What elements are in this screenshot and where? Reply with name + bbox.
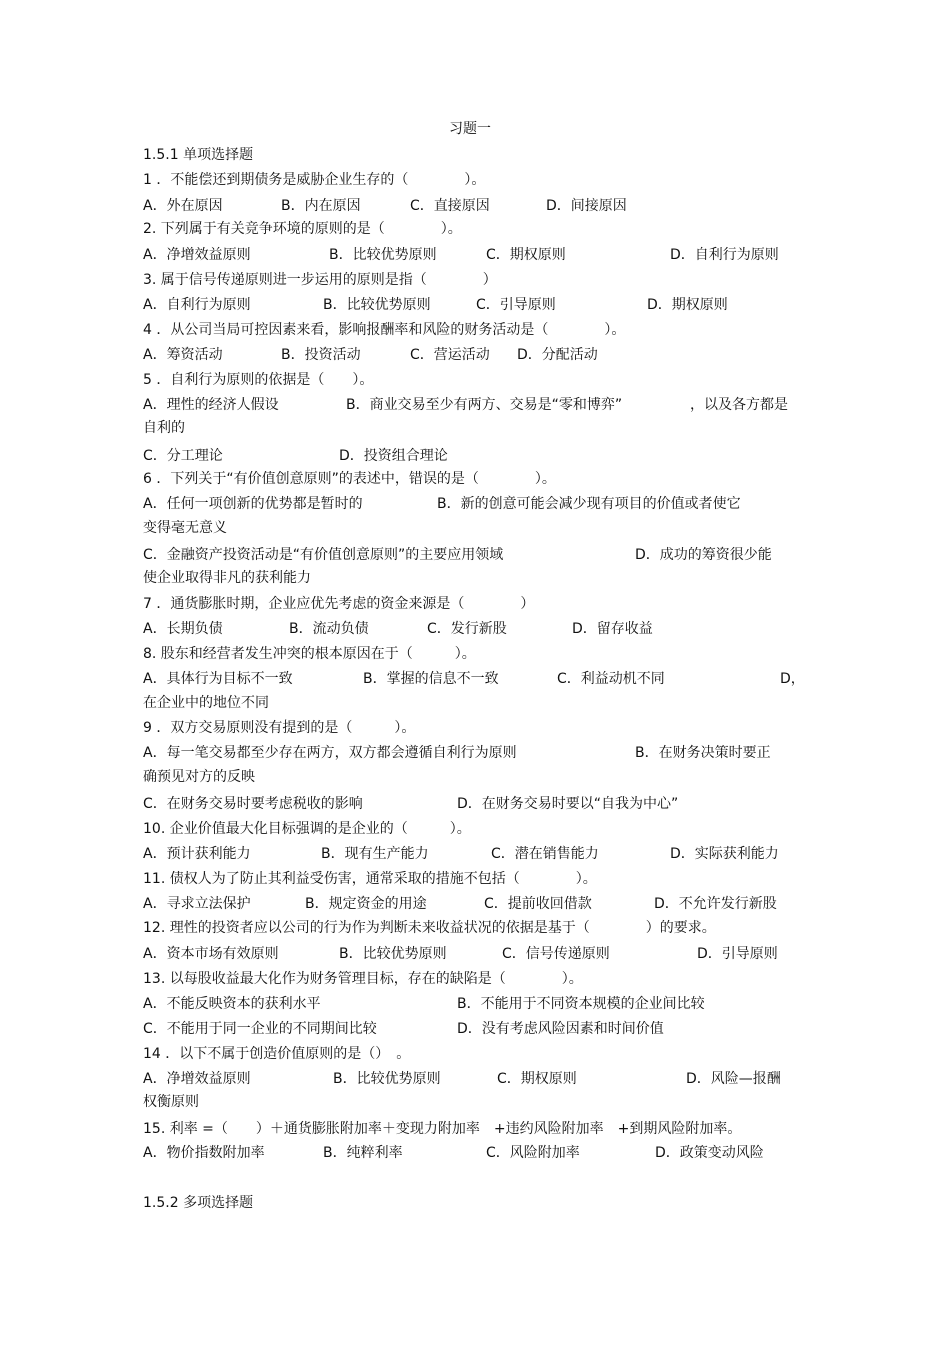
option-a: A．不能反映资本的获利水平 xyxy=(143,996,321,1012)
option-d: D， xyxy=(780,671,805,687)
option-a: A．理性的经济人假设 xyxy=(143,397,279,413)
option-c: C．引导原则 xyxy=(476,297,556,313)
option-a: A．净增效益原则 xyxy=(143,1071,251,1087)
question-stem: 8. 股东和经营者发生冲突的根本原因在于（ ）。 xyxy=(143,646,476,662)
option-d-wrap: 使企业取得非凡的获利能力 xyxy=(143,570,311,586)
option-d: D．期权原则 xyxy=(647,297,728,313)
option-a: A．筹资活动 xyxy=(143,347,223,363)
option-c: C．利益动机不同 xyxy=(557,671,665,687)
question-stem: 13. 以每股收益最大化作为财务管理目标，存在的缺陷是（ ）。 xyxy=(143,971,583,987)
option-b: B．投资活动 xyxy=(281,347,361,363)
option-a: A．物价指数附加率 xyxy=(143,1145,265,1161)
option-d: D．自利行为原则 xyxy=(670,247,779,263)
option-c: C．潜在销售能力 xyxy=(491,846,599,862)
option-a: A．净增效益原则 xyxy=(143,247,251,263)
option-b: B．流动负债 xyxy=(289,621,369,637)
option-b: B．纯粹利率 xyxy=(323,1145,403,1161)
option-d: D．引导原则 xyxy=(697,946,778,962)
section-heading-single-choice: 1.5.1 单项选择题 xyxy=(143,147,254,163)
option-c: C．期权原则 xyxy=(497,1071,577,1087)
option-b-wrap: 自利的 xyxy=(143,420,185,436)
option-b: B．现有生产能力 xyxy=(321,846,429,862)
question-stem: 10. 企业价值最大化目标强调的是企业的（ ）。 xyxy=(143,821,471,837)
question-stem: 3. 属于信号传递原则进一步运用的原则是指（ ） xyxy=(143,272,497,288)
section-heading-multiple-choice: 1.5.2 多项选择题 xyxy=(143,1195,254,1211)
option-d: D．间接原因 xyxy=(546,198,627,214)
option-a: A．自利行为原则 xyxy=(143,297,251,313)
option-a: A．外在原因 xyxy=(143,198,223,214)
option-d: D．政策变动风险 xyxy=(655,1145,764,1161)
option-d: D．投资组合理论 xyxy=(339,448,448,464)
question-stem: 9 ．双方交易原则没有提到的是（ ）。 xyxy=(143,720,416,736)
question-stem: 5 ．自利行为原则的依据是（ ）。 xyxy=(143,372,374,388)
option-b: B．在财务决策时要正 xyxy=(635,745,771,761)
option-d-wrap: 权衡原则 xyxy=(143,1094,199,1110)
option-c: C．风险附加率 xyxy=(486,1145,580,1161)
option-a: A．寻求立法保护 xyxy=(143,896,251,912)
option-b: B．比较优势原则 xyxy=(339,946,447,962)
option-c: C．发行新股 xyxy=(427,621,507,637)
option-d: D．在财务交易时要以“自我为中心” xyxy=(457,796,679,812)
option-b-wrap: 变得毫无意义 xyxy=(143,520,227,536)
option-a: A．长期负债 xyxy=(143,621,223,637)
question-stem: 7 ．通货膨胀时期，企业应优先考虑的资金来源是（ ） xyxy=(143,596,535,612)
question-stem: 2. 下列属于有关竞争环境的原则的是（ ）。 xyxy=(143,221,462,237)
option-a: A．任何一项创新的优势都是暂时的 xyxy=(143,496,363,512)
option-b: B．内在原因 xyxy=(281,198,361,214)
option-a: A．预计获利能力 xyxy=(143,846,251,862)
option-b-continued: ，以及各方都是 xyxy=(690,397,788,413)
option-b: B．不能用于不同资本规模的企业间比较 xyxy=(457,996,705,1012)
option-d: D．成功的筹资很少能 xyxy=(635,547,772,563)
option-c: C．直接原因 xyxy=(410,198,490,214)
question-stem: 6 ．下列关于“有价值创意原则”的表述中，错误的是（ ）。 xyxy=(143,471,556,487)
question-stem: 14 ．以下不属于创造价值原则的是（） 。 xyxy=(143,1046,411,1062)
option-b: B．比较优势原则 xyxy=(333,1071,441,1087)
option-b: B．规定资金的用途 xyxy=(305,896,427,912)
option-a: A．具体行为目标不一致 xyxy=(143,671,293,687)
option-b: B．比较优势原则 xyxy=(323,297,431,313)
option-d: D．留存收益 xyxy=(572,621,653,637)
question-stem: 12. 理性的投资者应以公司的行为作为判断未来收益状况的依据是基于（ ）的要求。 xyxy=(143,920,716,936)
question-stem: 11. 债权人为了防止其利益受伤害，通常采取的措施不包括（ ）。 xyxy=(143,871,597,887)
option-d: D．风险—报酬 xyxy=(686,1071,781,1087)
option-b-wrap: 确预见对方的反映 xyxy=(143,769,255,785)
option-c: C．营运活动 xyxy=(410,347,490,363)
question-stem: 4 ．从公司当局可控因素来看，影响报酬率和风险的财务活动是（ ）。 xyxy=(143,322,626,338)
option-a: A．资本市场有效原则 xyxy=(143,946,279,962)
option-b: B．掌握的信息不一致 xyxy=(363,671,499,687)
option-c: C．分工理论 xyxy=(143,448,223,464)
option-c: C．不能用于同一企业的不同期间比较 xyxy=(143,1021,377,1037)
option-c: C．金融资产投资活动是“有价值创意原则”的主要应用领域 xyxy=(143,547,504,563)
option-d: D．分配活动 xyxy=(517,347,598,363)
option-c: C．信号传递原则 xyxy=(502,946,610,962)
option-d: D．实际获利能力 xyxy=(670,846,779,862)
option-b: B．新的创意可能会减少现有项目的价值或者使它 xyxy=(437,496,741,512)
option-c: C．提前收回借款 xyxy=(484,896,592,912)
option-b: B．商业交易至少有两方、交易是“零和博弈” xyxy=(346,397,623,413)
option-c: C．期权原则 xyxy=(486,247,566,263)
option-c: C．在财务交易时要考虑税收的影响 xyxy=(143,796,363,812)
question-stem: 1 ．不能偿还到期债务是威胁企业生存的（ ）。 xyxy=(143,172,486,188)
option-b: B．比较优势原则 xyxy=(329,247,437,263)
option-a: A．每一笔交易都至少存在两方，双方都会遵循自利行为原则 xyxy=(143,745,517,761)
option-d: D．不允许发行新股 xyxy=(654,896,777,912)
option-d-wrap: 在企业中的地位不同 xyxy=(143,695,269,711)
option-d: D．没有考虑风险因素和时间价值 xyxy=(457,1021,664,1037)
question-stem: 15. 利率 =（ ）＋通货膨胀附加率＋变现力附加率 +违约风险附加率 +到期风险附加率。 xyxy=(143,1121,742,1137)
page-title: 习题一 xyxy=(449,121,491,137)
